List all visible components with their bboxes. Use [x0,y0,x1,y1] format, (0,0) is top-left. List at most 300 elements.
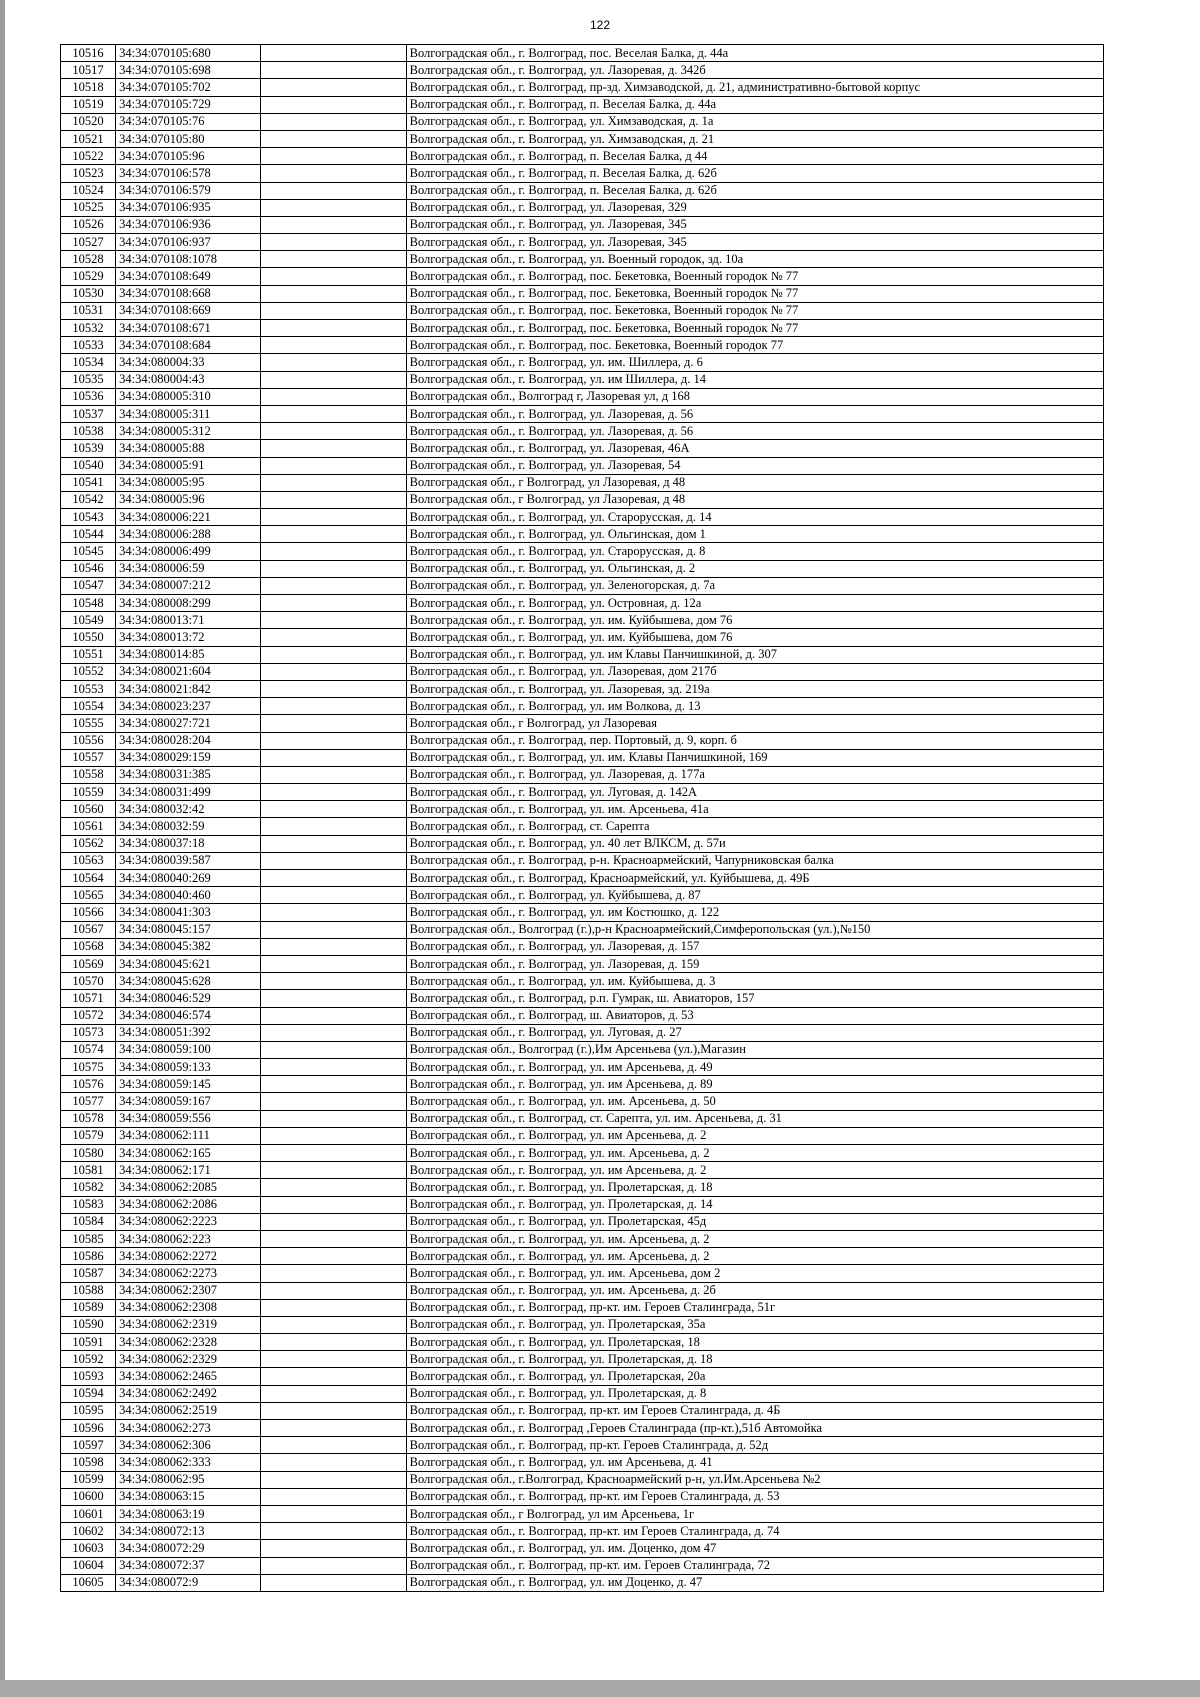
cadastral-number-cell: 34:34:080062:111 [116,1127,261,1144]
table-row [61,182,1104,199]
address-cell: Волгоградская обл., г. Волгоград, пос. Бекетовка, Военный городок № 77 [406,268,1103,285]
address-cell: Волгоградская обл., г. Волгоград, ул. им. Арсеньева, д. 2 [406,1145,1103,1162]
address-cell: Волгоградская обл., г. Волгоград, ул. Лазоревая, 345 [406,216,1103,233]
row-number-cell: 10583 [61,1196,116,1213]
row-number-cell: 10605 [61,1574,116,1591]
address-cell: Волгоградская обл., г. Волгоград, п. Веселая Балка, д. 44а [406,96,1103,113]
table-row [61,1557,1104,1574]
cadastral-number-cell: 34:34:070106:578 [116,165,261,182]
table-row [61,801,1104,818]
cadastral-number-cell: 34:34:080037:18 [116,835,261,852]
empty-cell [261,251,406,268]
table-row [61,216,1104,233]
cadastral-number-cell: 34:34:080059:100 [116,1041,261,1058]
table-row [61,1076,1104,1093]
row-number-cell: 10566 [61,904,116,921]
table-row [61,526,1104,543]
row-number-cell: 10598 [61,1454,116,1471]
empty-cell [261,1368,406,1385]
cadastral-number-cell: 34:34:080046:574 [116,1007,261,1024]
address-cell: Волгоградская обл., г. Волгоград, ул. им Арсеньева, д. 2 [406,1162,1103,1179]
empty-cell [261,1523,406,1540]
row-number-cell: 10545 [61,543,116,560]
empty-cell [261,526,406,543]
row-number-cell: 10556 [61,732,116,749]
table-row [61,577,1104,594]
address-cell: Волгоградская обл., г. Волгоград, ул. Лазоревая, зд. 219а [406,680,1103,697]
cadastral-number-cell: 34:34:080062:171 [116,1162,261,1179]
empty-cell [261,629,406,646]
cadastral-number-cell: 34:34:080005:88 [116,440,261,457]
row-number-cell: 10543 [61,509,116,526]
cadastral-number-cell: 34:34:080007:212 [116,577,261,594]
empty-cell [261,1540,406,1557]
address-cell: Волгоградская обл., г. Волгоград, ул. им. Арсеньева, д. 2 [406,1230,1103,1247]
address-cell: Волгоградская обл., г. Волгоград, ул. им Арсеньева, д. 89 [406,1076,1103,1093]
empty-cell [261,62,406,79]
table-row [61,1368,1104,1385]
table-row [61,1230,1104,1247]
address-cell: Волгоградская обл., г. Волгоград, ул. 40 лет ВЛКСМ, д. 57и [406,835,1103,852]
row-number-cell: 10526 [61,216,116,233]
table-row [61,1265,1104,1282]
cadastral-number-cell: 34:34:070105:729 [116,96,261,113]
row-number-cell: 10560 [61,801,116,818]
row-number-cell: 10548 [61,595,116,612]
cadastral-number-cell: 34:34:080072:13 [116,1523,261,1540]
cadastral-number-cell: 34:34:070108:684 [116,337,261,354]
address-cell: Волгоградская обл., г. Волгоград, ул. Лазоревая, дом 217б [406,663,1103,680]
address-cell: Волгоградская обл., г. Волгоград, ул. Куйбышева, д. 87 [406,887,1103,904]
empty-cell [261,1127,406,1144]
row-number-cell: 10558 [61,766,116,783]
empty-cell [261,1076,406,1093]
cadastral-number-cell: 34:34:080045:157 [116,921,261,938]
address-cell: Волгоградская обл., г. Волгоград ,Героев Сталинграда (пр-кт.),51б Автомойка [406,1420,1103,1437]
table-row [61,784,1104,801]
empty-cell [261,182,406,199]
address-cell: Волгоградская обл., г. Волгоград, ул. Пролетарская, 45д [406,1213,1103,1230]
empty-cell [261,938,406,955]
cadastral-number-cell: 34:34:080062:2492 [116,1385,261,1402]
row-number-cell: 10576 [61,1076,116,1093]
table-row [61,990,1104,1007]
table-row [61,251,1104,268]
empty-cell [261,96,406,113]
cadastral-number-cell: 34:34:080062:273 [116,1420,261,1437]
table-row [61,320,1104,337]
row-number-cell: 10561 [61,818,116,835]
table-row [61,938,1104,955]
row-number-cell: 10565 [61,887,116,904]
row-number-cell: 10567 [61,921,116,938]
empty-cell [261,955,406,972]
cadastral-number-cell: 34:34:080062:333 [116,1454,261,1471]
empty-cell [261,680,406,697]
row-number-cell: 10547 [61,577,116,594]
address-cell: Волгоградская обл., г. Волгоград, ул. Пролетарская, 35а [406,1316,1103,1333]
cadastral-number-cell: 34:34:080063:15 [116,1488,261,1505]
row-number-cell: 10521 [61,130,116,147]
table-row [61,130,1104,147]
table-row [61,199,1104,216]
scan-edge-left [0,0,5,1697]
table-row [61,1420,1104,1437]
row-number-cell: 10552 [61,663,116,680]
row-number-cell: 10551 [61,646,116,663]
empty-cell [261,1351,406,1368]
address-cell: Волгоградская обл., г. Волгоград, ст. Сарепта, ул. им. Арсеньева, д. 31 [406,1110,1103,1127]
address-cell: Волгоградская обл., г Волгоград, ул им Арсеньева, 1г [406,1505,1103,1522]
empty-cell [261,1454,406,1471]
cadastral-number-cell: 34:34:080051:392 [116,1024,261,1041]
table-row [61,1179,1104,1196]
address-cell: Волгоградская обл., Волгоград (г.),р-н Красноармейский,Симферопольская (ул.),№150 [406,921,1103,938]
table-row [61,663,1104,680]
empty-cell [261,1213,406,1230]
row-number-cell: 10568 [61,938,116,955]
empty-cell [261,1437,406,1454]
address-cell: Волгоградская обл., г. Волгоград, ул. Пролетарская, д. 8 [406,1385,1103,1402]
address-cell: Волгоградская обл., г. Волгоград, ул. Лазоревая, 329 [406,199,1103,216]
table-row [61,371,1104,388]
row-number-cell: 10595 [61,1402,116,1419]
table-row [61,1523,1104,1540]
table-row [61,1299,1104,1316]
table-row [61,302,1104,319]
cadastral-number-cell: 34:34:080059:556 [116,1110,261,1127]
table-row [61,612,1104,629]
empty-cell [261,1471,406,1488]
row-number-cell: 10577 [61,1093,116,1110]
cadastral-number-cell: 34:34:080006:59 [116,560,261,577]
table-row [61,680,1104,697]
table-row [61,423,1104,440]
cadastral-number-cell: 34:34:080062:223 [116,1230,261,1247]
table-row [61,62,1104,79]
address-cell: Волгоградская обл., г. Волгоград, ул. Лазоревая, д. 342б [406,62,1103,79]
address-cell: Волгоградская обл., г. Волгоград, пос. Бекетовка, Военный городок № 77 [406,320,1103,337]
cadastral-number-cell: 34:34:070105:698 [116,62,261,79]
table-row [61,285,1104,302]
cadastral-number-cell: 34:34:080059:167 [116,1093,261,1110]
cadastral-number-cell: 34:34:080045:382 [116,938,261,955]
address-cell: Волгоградская обл., г Волгоград, ул Лазоревая [406,715,1103,732]
address-cell: Волгоградская обл., г. Волгоград, пос. Бекетовка, Военный городок № 77 [406,302,1103,319]
empty-cell [261,852,406,869]
address-cell: Волгоградская обл., г. Волгоград, ул. им Арсеньева, д. 49 [406,1059,1103,1076]
empty-cell [261,577,406,594]
table-row [61,852,1104,869]
address-cell: Волгоградская обл., г. Волгоград, ул. Луговая, д. 142А [406,784,1103,801]
cadastral-number-cell: 34:34:080027:721 [116,715,261,732]
address-cell: Волгоградская обл., г. Волгоград, ул. Военный городок, зд. 10а [406,251,1103,268]
row-number-cell: 10572 [61,1007,116,1024]
row-number-cell: 10519 [61,96,116,113]
cadastral-number-cell: 34:34:080013:72 [116,629,261,646]
table-row [61,1505,1104,1522]
address-cell: Волгоградская обл., г. Волгоград, ул. им. Арсеньева, дом 2 [406,1265,1103,1282]
row-number-cell: 10585 [61,1230,116,1247]
address-cell: Волгоградская обл., г Волгоград, ул Лазоревая, д 48 [406,474,1103,491]
address-cell: Волгоградская обл., г. Волгоград, ул. Пролетарская, д. 14 [406,1196,1103,1213]
address-cell: Волгоградская обл., г. Волгоград, Красноармейский, ул. Куйбышева, д. 49Б [406,870,1103,887]
cadastral-number-cell: 34:34:080072:37 [116,1557,261,1574]
table-row [61,440,1104,457]
table-row [61,766,1104,783]
empty-cell [261,79,406,96]
table-row [61,870,1104,887]
cadastral-number-cell: 34:34:080041:303 [116,904,261,921]
cadastral-number-cell: 34:34:080062:2086 [116,1196,261,1213]
address-cell: Волгоградская обл., г. Волгоград, ул. Химзаводская, д. 1а [406,113,1103,130]
address-cell: Волгоградская обл., г. Волгоград, пр-кт. им. Героев Сталинграда, 72 [406,1557,1103,1574]
empty-cell [261,320,406,337]
address-cell: Волгоградская обл., г. Волгоград, ул. им Арсеньева, д. 2 [406,1127,1103,1144]
empty-cell [261,818,406,835]
address-cell: Волгоградская обл., г. Волгоград, ул. Пролетарская, 18 [406,1334,1103,1351]
table-row [61,491,1104,508]
empty-cell [261,801,406,818]
cadastral-number-cell: 34:34:080014:85 [116,646,261,663]
row-number-cell: 10554 [61,698,116,715]
table-row [61,337,1104,354]
address-cell: Волгоградская обл., г. Волгоград, ул. Зеленогорская, д. 7а [406,577,1103,594]
address-cell: Волгоградская обл., г. Волгоград, ст. Сарепта [406,818,1103,835]
empty-cell [261,1110,406,1127]
address-cell: Волгоградская обл., Волгоград г, Лазоревая ул, д 168 [406,388,1103,405]
empty-cell [261,1248,406,1265]
table-row [61,1248,1104,1265]
cadastral-number-cell: 34:34:080062:2329 [116,1351,261,1368]
row-number-cell: 10569 [61,955,116,972]
row-number-cell: 10542 [61,491,116,508]
cadastral-number-cell: 34:34:080032:59 [116,818,261,835]
empty-cell [261,921,406,938]
empty-cell [261,371,406,388]
cadastral-number-cell: 34:34:070106:937 [116,234,261,251]
cadastral-number-cell: 34:34:080004:33 [116,354,261,371]
address-cell: Волгоградская обл., г. Волгоград, ул. Ольгинская, д. 2 [406,560,1103,577]
address-cell: Волгоградская обл., г. Волгоград, ул. им Клавы Панчишкиной, д. 307 [406,646,1103,663]
table-row [61,1334,1104,1351]
row-number-cell: 10597 [61,1437,116,1454]
empty-cell [261,1093,406,1110]
empty-cell [261,1420,406,1437]
address-cell: Волгоградская обл., Волгоград (г.),Им Арсеньева (ул.),Магазин [406,1041,1103,1058]
cadastral-number-cell: 34:34:070105:96 [116,148,261,165]
address-cell: Волгоградская обл., г. Волгоград, ш. Авиаторов, д. 53 [406,1007,1103,1024]
cadastral-number-cell: 34:34:080059:133 [116,1059,261,1076]
cadastral-number-cell: 34:34:070108:671 [116,320,261,337]
empty-cell [261,835,406,852]
cadastral-number-cell: 34:34:080062:2307 [116,1282,261,1299]
row-number-cell: 10600 [61,1488,116,1505]
empty-cell [261,1230,406,1247]
address-cell: Волгоградская обл., г Волгоград, ул Лазоревая, д 48 [406,491,1103,508]
cadastral-number-cell: 34:34:080046:529 [116,990,261,1007]
table-row [61,1402,1104,1419]
empty-cell [261,663,406,680]
row-number-cell: 10591 [61,1334,116,1351]
table-row [61,749,1104,766]
row-number-cell: 10531 [61,302,116,319]
empty-cell [261,491,406,508]
empty-cell [261,216,406,233]
cadastral-number-cell: 34:34:070105:76 [116,113,261,130]
cadastral-number-cell: 34:34:070105:80 [116,130,261,147]
row-number-cell: 10522 [61,148,116,165]
row-number-cell: 10525 [61,199,116,216]
table-row [61,715,1104,732]
cadastral-number-cell: 34:34:080039:587 [116,852,261,869]
address-cell: Волгоградская обл., г. Волгоград, п. Веселая Балка, д. 62б [406,182,1103,199]
empty-cell [261,1574,406,1591]
address-cell: Волгоградская обл., г. Волгоград, ул. Пролетарская, 20а [406,1368,1103,1385]
cadastral-number-cell: 34:34:080062:2272 [116,1248,261,1265]
row-number-cell: 10580 [61,1145,116,1162]
address-cell: Волгоградская обл., г. Волгоград, пр-кт. им Героев Сталинграда, д. 74 [406,1523,1103,1540]
table-row [61,113,1104,130]
address-cell: Волгоградская обл., г.Волгоград, Красноармейский р-н, ул.Им.Арсеньева №2 [406,1471,1103,1488]
row-number-cell: 10574 [61,1041,116,1058]
row-number-cell: 10590 [61,1316,116,1333]
cadastral-number-cell: 34:34:080062:2085 [116,1179,261,1196]
empty-cell [261,646,406,663]
cadastral-number-cell: 34:34:080008:299 [116,595,261,612]
address-cell: Волгоградская обл., г. Волгоград, пр-зд. Химзаводской, д. 21, административно-бытовой корпус [406,79,1103,96]
table-row [61,509,1104,526]
empty-cell [261,354,406,371]
cadastral-number-cell: 34:34:070108:668 [116,285,261,302]
empty-cell [261,1007,406,1024]
address-cell: Волгоградская обл., г. Волгоград, пос. Бекетовка, Военный городок 77 [406,337,1103,354]
empty-cell [261,405,406,422]
registry-table-body [61,45,1104,1592]
row-number-cell: 10562 [61,835,116,852]
address-cell: Волгоградская обл., г. Волгоград, ул. Лазоревая, д. 56 [406,405,1103,422]
table-row [61,405,1104,422]
row-number-cell: 10581 [61,1162,116,1179]
cadastral-number-cell: 34:34:080006:221 [116,509,261,526]
table-row [61,1024,1104,1041]
empty-cell [261,1402,406,1419]
row-number-cell: 10587 [61,1265,116,1282]
table-row [61,595,1104,612]
address-cell: Волгоградская обл., г. Волгоград, пер. Портовый, д. 9, корп. б [406,732,1103,749]
empty-cell [261,1557,406,1574]
cadastral-number-cell: 34:34:080006:288 [116,526,261,543]
cadastral-number-cell: 34:34:080059:145 [116,1076,261,1093]
table-row [61,1041,1104,1058]
address-cell: Волгоградская обл., г. Волгоград, ул. Лазоревая, д. 56 [406,423,1103,440]
table-row [61,474,1104,491]
cadastral-number-cell: 34:34:080004:43 [116,371,261,388]
empty-cell [261,148,406,165]
row-number-cell: 10535 [61,371,116,388]
empty-cell [261,268,406,285]
cadastral-number-cell: 34:34:080062:95 [116,1471,261,1488]
row-number-cell: 10578 [61,1110,116,1127]
cadastral-number-cell: 34:34:080062:2273 [116,1265,261,1282]
row-number-cell: 10536 [61,388,116,405]
row-number-cell: 10541 [61,474,116,491]
address-cell: Волгоградская обл., г. Волгоград, ул. Пролетарская, д. 18 [406,1179,1103,1196]
empty-cell [261,870,406,887]
address-cell: Волгоградская обл., г. Волгоград, р.п. Гумрак, ш. Авиаторов, 157 [406,990,1103,1007]
address-cell: Волгоградская обл., г. Волгоград, пос. Бекетовка, Военный городок № 77 [406,285,1103,302]
row-number-cell: 10589 [61,1299,116,1316]
page-number: 122 [589,18,611,32]
address-cell: Волгоградская обл., г. Волгоград, ул. Старорусская, д. 8 [406,543,1103,560]
table-row [61,835,1104,852]
address-cell: Волгоградская обл., г. Волгоград, пр-кт. Героев Сталинграда, д. 52д [406,1437,1103,1454]
row-number-cell: 10588 [61,1282,116,1299]
empty-cell [261,560,406,577]
cadastral-number-cell: 34:34:080045:621 [116,955,261,972]
address-cell: Волгоградская обл., г. Волгоград, ул. Пролетарская, д. 18 [406,1351,1103,1368]
table-row [61,1574,1104,1591]
cadastral-number-cell: 34:34:080062:2465 [116,1368,261,1385]
row-number-cell: 10603 [61,1540,116,1557]
address-cell: Волгоградская обл., г. Волгоград, ул. Химзаводская, д. 21 [406,130,1103,147]
row-number-cell: 10530 [61,285,116,302]
address-cell: Волгоградская обл., г. Волгоград, ул. Островная, д. 12а [406,595,1103,612]
empty-cell [261,45,406,62]
cadastral-number-cell: 34:34:070106:579 [116,182,261,199]
table-row [61,1488,1104,1505]
cadastral-number-cell: 34:34:080062:2519 [116,1402,261,1419]
address-cell: Волгоградская обл., г. Волгоград, ул. Лазоревая, 54 [406,457,1103,474]
address-cell: Волгоградская обл., г. Волгоград, ул. Лазоревая, 345 [406,234,1103,251]
address-cell: Волгоградская обл., г. Волгоград, ул. Луговая, д. 27 [406,1024,1103,1041]
row-number-cell: 10520 [61,113,116,130]
row-number-cell: 10599 [61,1471,116,1488]
row-number-cell: 10533 [61,337,116,354]
cadastral-number-cell: 34:34:080062:2223 [116,1213,261,1230]
empty-cell [261,1162,406,1179]
table-row [61,1007,1104,1024]
table-row [61,973,1104,990]
table-row [61,165,1104,182]
registry-table [60,44,1104,1592]
empty-cell [261,732,406,749]
cadastral-number-cell: 34:34:080005:91 [116,457,261,474]
address-cell: Волгоградская обл., г. Волгоград, ул. им Арсеньева, д. 41 [406,1454,1103,1471]
empty-cell [261,715,406,732]
empty-cell [261,1179,406,1196]
cadastral-number-cell: 34:34:080031:385 [116,766,261,783]
table-row [61,955,1104,972]
cadastral-number-cell: 34:34:080021:842 [116,680,261,697]
cadastral-number-cell: 34:34:070106:936 [116,216,261,233]
row-number-cell: 10532 [61,320,116,337]
empty-cell [261,1282,406,1299]
table-row [61,560,1104,577]
address-cell: Волгоградская обл., г. Волгоград, ул. Лазоревая, д. 157 [406,938,1103,955]
empty-cell [261,904,406,921]
cadastral-number-cell: 34:34:080062:2319 [116,1316,261,1333]
cadastral-number-cell: 34:34:080063:19 [116,1505,261,1522]
row-number-cell: 10527 [61,234,116,251]
cadastral-number-cell: 34:34:080028:204 [116,732,261,749]
table-row [61,79,1104,96]
table-row [61,1351,1104,1368]
address-cell: Волгоградская обл., г. Волгоград, ул. им. Клавы Панчишкиной, 169 [406,749,1103,766]
table-row [61,646,1104,663]
row-number-cell: 10523 [61,165,116,182]
row-number-cell: 10517 [61,62,116,79]
